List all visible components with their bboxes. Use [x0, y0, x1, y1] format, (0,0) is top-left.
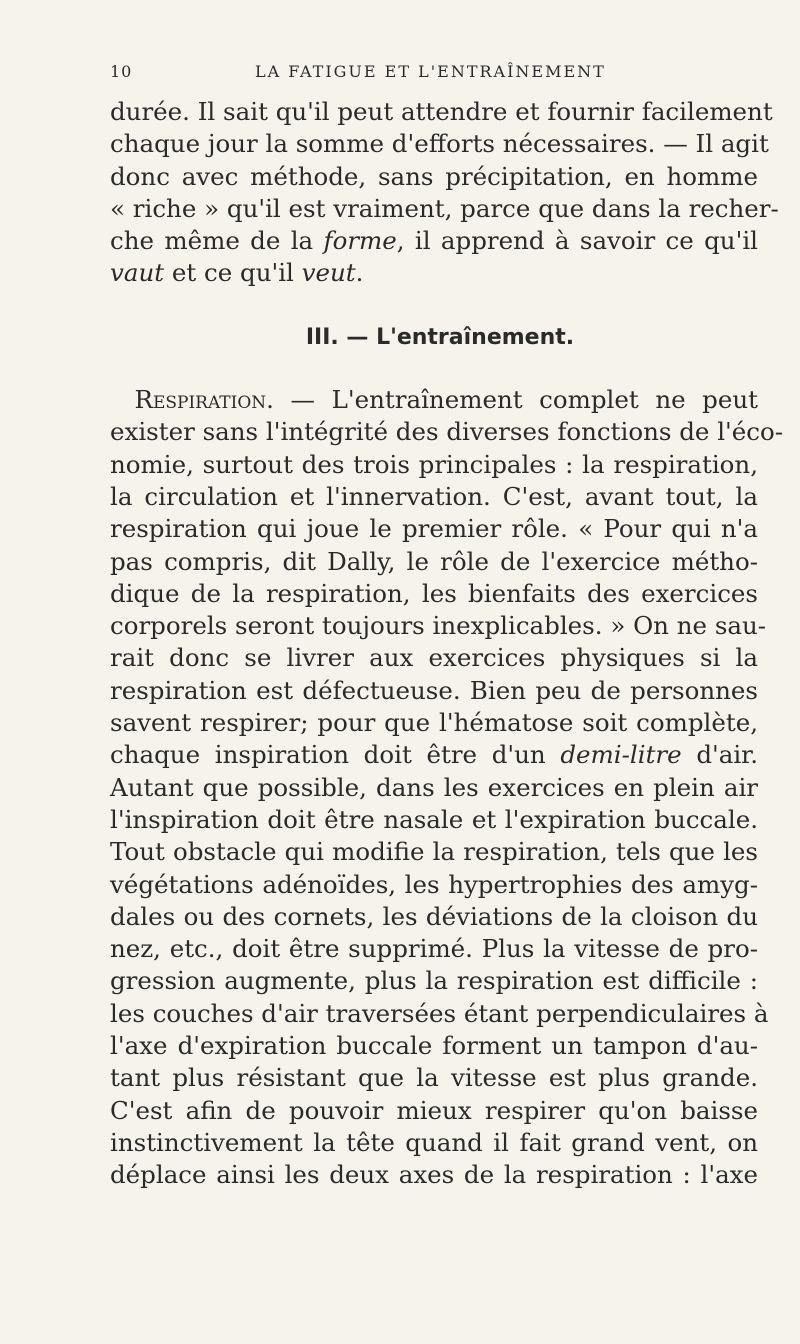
text-line	[110, 739, 758, 771]
text-line: donc avec méthode, sans précipitation, en homme	[110, 161, 758, 191]
italic-word: veut	[301, 258, 356, 288]
text-run: , il apprend à savoir ce qu'il	[396, 226, 758, 256]
text-line: chaque jour la somme d'efforts nécessaires. — Il agit	[110, 129, 769, 159]
italic-word: demi-litre	[560, 740, 682, 770]
page-number: 10	[110, 62, 133, 81]
text-run: — L'entraînement complet ne peut	[273, 385, 758, 415]
text-line: durée. Il sait qu'il peut attendre et fournir facilement	[110, 97, 773, 126]
text-line: dique de la respiration, les bienfaits des exercices	[110, 578, 758, 608]
text-line: l'inspiration doit être nasale et l'expiration buccale.	[110, 804, 758, 834]
text-line: Autant que possible, dans les exercices en plein air	[110, 772, 758, 802]
text-line	[110, 384, 758, 416]
text-line: savent respirer; pour que l'hématose soit complète,	[110, 708, 758, 738]
text-run: d'air.	[681, 740, 758, 770]
text-line	[110, 257, 758, 289]
running-title: LA FATIGUE ET L'ENTRAÎNEMENT	[255, 62, 606, 81]
text-line	[110, 225, 758, 257]
text-line: l'axe d'expiration buccale forment un tampon d'au-	[110, 1031, 758, 1061]
text-line: gression augmente, plus la respiration est difficile :	[110, 966, 758, 996]
text-line: la circulation et l'innervation. C'est, avant tout, la	[110, 481, 758, 511]
text-line: C'est afin de pouvoir mieux respirer qu'on baisse	[110, 1095, 758, 1125]
text-line: rait donc se livrer aux exercices physiques si la	[110, 643, 758, 673]
paragraph-lead: Respiration.	[134, 385, 274, 415]
body-text	[110, 96, 784, 1192]
text-line: Tout obstacle qui modifie la respiration, tels que les	[110, 837, 758, 867]
text-line: déplace ainsi les deux axes de la respiration : l'axe	[110, 1160, 758, 1190]
section-heading: III. — L'entraînement.	[305, 324, 575, 350]
paragraph-1	[110, 96, 779, 290]
text-line: nomie, surtout des trois principales : la respiration,	[110, 449, 758, 479]
text-run: et ce qu'il	[164, 258, 302, 288]
italic-word: vaut	[110, 258, 165, 288]
text-line: nez, etc., doit être supprimé. Plus la vitesse de pro-	[110, 934, 758, 964]
text-line: pas compris, dit Dally, le rôle de l'exercice métho-	[110, 546, 758, 576]
paragraph-2	[110, 384, 784, 1191]
text-run: .	[355, 258, 364, 288]
italic-word: forme	[323, 226, 397, 256]
text-run: chaque inspiration doit être d'un	[110, 740, 561, 770]
text-line: instinctivement la tête quand il fait grand vent, on	[110, 1127, 758, 1157]
text-line: les couches d'air traversées étant perpendiculaires à	[110, 998, 769, 1028]
text-run: che même de la	[110, 226, 324, 256]
text-line: dales ou des cornets, les déviations de la cloison du	[110, 901, 758, 931]
text-line: exister sans l'intégrité des diverses fonctions de l'éco-	[110, 417, 784, 447]
text-line: respiration est défectueuse. Bien peu de personnes	[110, 675, 758, 705]
text-line: « riche » qu'il est vraiment, parce que dans la recher-	[110, 193, 779, 223]
text-line: tant plus résistant que la vitesse est plus grande.	[110, 1063, 758, 1093]
text-line: végétations adénoïdes, les hypertrophies des amyg-	[110, 869, 758, 899]
text-line: corporels seront toujours inexplicables. » On ne sau-	[110, 611, 767, 641]
text-line: respiration qui joue le premier rôle. « Pour qui n'a	[110, 514, 758, 544]
